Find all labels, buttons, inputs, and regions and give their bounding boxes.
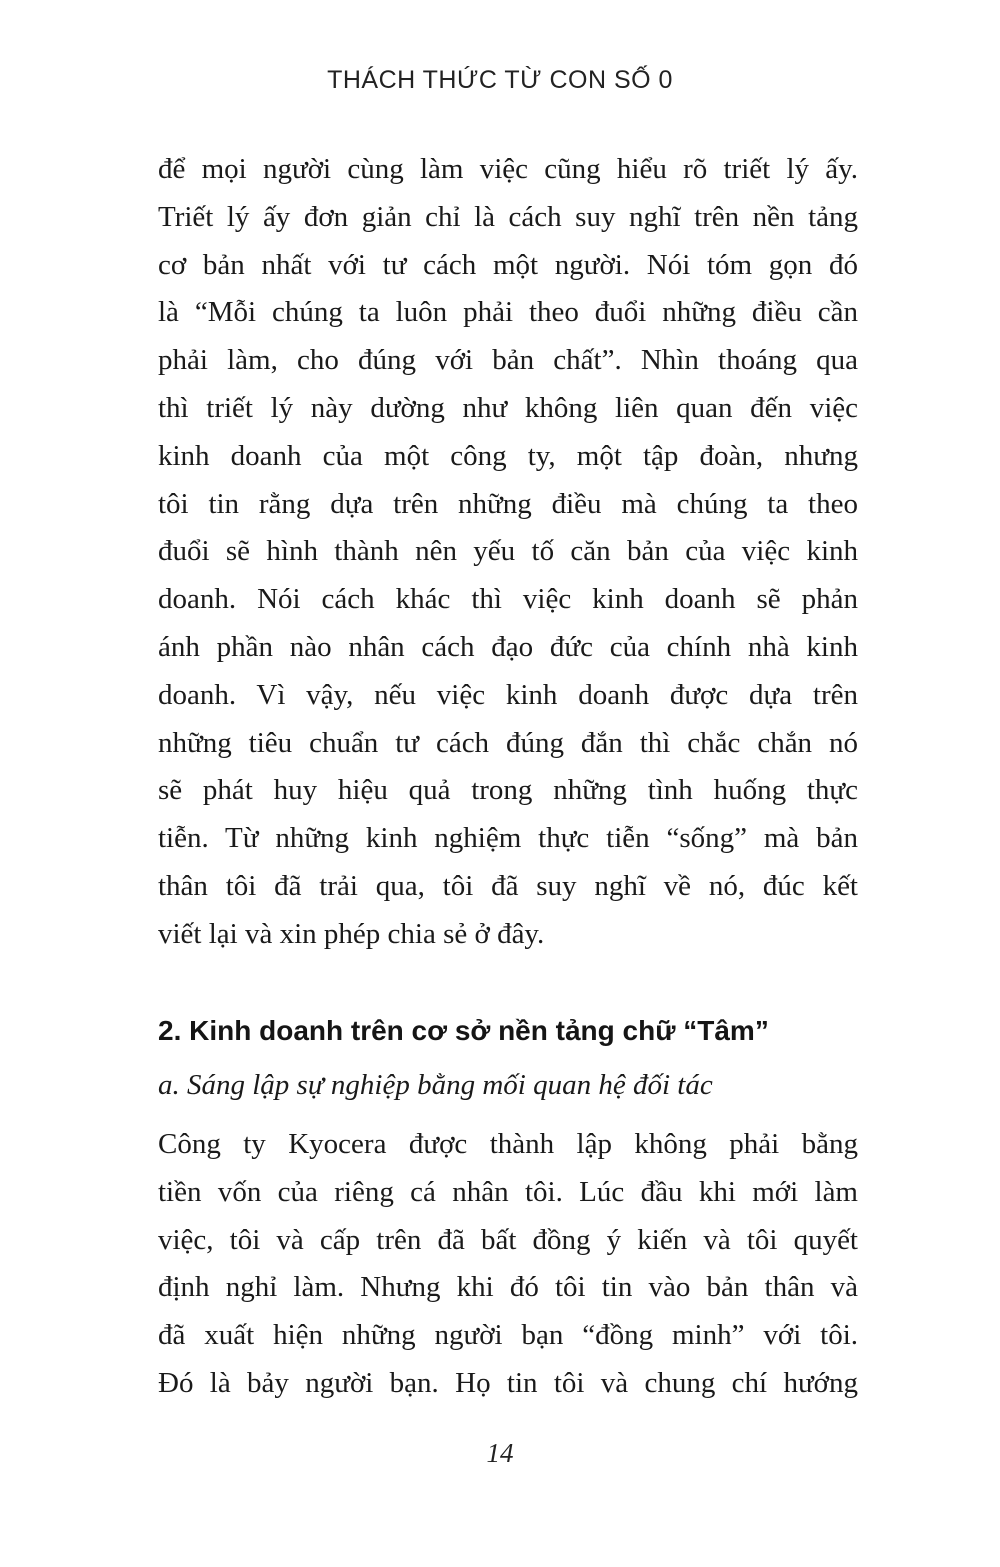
text-line: thân tôi đã trải qua, tôi đã suy nghĩ về nó, đúc kết [158, 869, 858, 902]
text-line: Đó là bảy người bạn. Họ tin tôi và chung chí hướng [158, 1366, 858, 1399]
text-line: thì triết lý này dường như không liên quan đến việc [158, 391, 858, 424]
text-line: viết lại và xin phép chia sẻ ở đây. [158, 917, 545, 950]
paragraph-kyocera [158, 1121, 858, 1408]
text-line: để mọi người cùng làm việc cũng hiểu rõ triết lý ấy. [158, 153, 858, 185]
text-line: đuổi sẽ hình thành nên yếu tố căn bản của việc kinh [158, 535, 858, 568]
text-line: doanh. Nói cách khác thì việc kinh doanh sẽ phản [158, 583, 858, 616]
text-line: sẽ phát huy hiệu quả trong những tình huống thực [158, 774, 858, 807]
text-line: đã xuất hiện những người bạn “đồng minh” với tôi. [158, 1319, 858, 1352]
section-heading: 2. Kinh doanh trên cơ sở nền tảng chữ “Tâm” [158, 1015, 769, 1046]
page-number: 14 [486, 1438, 514, 1468]
text-line: Triết lý ấy đơn giản chỉ là cách suy nghĩ trên nền tảng [158, 200, 858, 233]
text-line: là “Mỗi chúng ta luôn phải theo đuổi những điều cần [158, 296, 858, 329]
text-line: phải làm, cho đúng với bản chất”. Nhìn thoáng qua [158, 344, 858, 377]
text-line: doanh. Vì vậy, nếu việc kinh doanh được dựa trên [158, 678, 858, 711]
text-line: những tiêu chuẩn tư cách đúng đắn thì chắc chắn nó [158, 726, 858, 759]
text-line: Công ty Kyocera được thành lập không phải bằng [158, 1128, 858, 1160]
text-line: định nghỉ làm. Nhưng khi đó tôi tin vào bản thân và [158, 1271, 858, 1304]
text-line: tiễn. Từ những kinh nghiệm thực tiễn “sống” mà bản [158, 822, 858, 855]
text-line: tiền vốn của riêng cá nhân tôi. Lúc đầu khi mới làm [158, 1175, 858, 1208]
text-line: việc, tôi và cấp trên đã bất đồng ý kiến và tôi quyết [158, 1223, 858, 1256]
paragraph-philosophy [158, 146, 858, 959]
running-title: THÁCH THỨC TỪ CON SỐ 0 [327, 66, 673, 94]
text-line: ánh phần nào nhân cách đạo đức của chính nhà kinh [158, 630, 858, 663]
subsection-heading: a. Sáng lập sự nghiệp bằng mối quan hệ đối tác [158, 1069, 713, 1101]
text-line: kinh doanh của một công ty, một tập đoàn, nhưng [158, 439, 858, 472]
text-line: tôi tin rằng dựa trên những điều mà chúng ta theo [158, 487, 858, 520]
text-line: cơ bản nhất với tư cách một người. Nói tóm gọn đó [158, 248, 858, 281]
